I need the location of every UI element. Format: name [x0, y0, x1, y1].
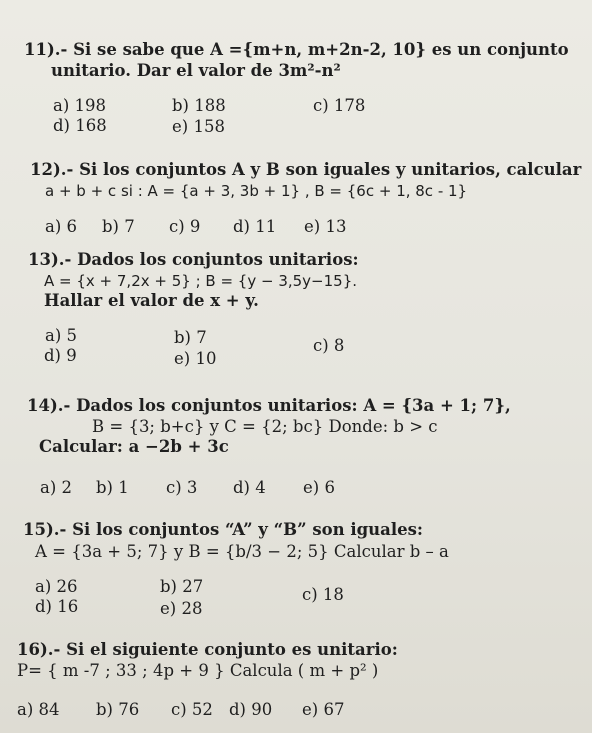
option-c: c) 3	[166, 478, 198, 497]
problem-11-statement: 11).- Si se sabe que A ={m+n, m+2n-2, 10} es un conjunto	[24, 40, 569, 59]
option-b: b) 7	[174, 328, 207, 347]
option-e: e) 10	[174, 349, 217, 368]
problem-12-formula: a + b + c si : A = {a + 3, 3b + 1} , B = {6c + 1, 8c - 1}	[45, 182, 468, 200]
option-a: a) 6	[45, 217, 78, 236]
option-d: d) 16	[35, 597, 79, 616]
option-c: c) 8	[313, 336, 345, 355]
option-a: a) 84	[17, 700, 60, 719]
option-a: a) 26	[35, 577, 78, 596]
option-b: b) 7	[102, 217, 135, 236]
problem-14-formula: B = {3; b+c} y C = {2; bc} Donde: b > c	[92, 417, 438, 436]
option-d: d) 9	[44, 346, 77, 365]
option-e: e) 158	[172, 117, 225, 136]
problem-13-question: Hallar el valor de x + y.	[44, 291, 259, 310]
option-b: b) 27	[160, 577, 204, 596]
problem-14-statement: 14).- Dados los conjuntos unitarios: A = {3a + 1; 7},	[27, 396, 511, 415]
option-a: a) 2	[40, 478, 73, 497]
option-b: b) 188	[172, 96, 226, 115]
problem-16-statement: 16).- Si el siguiente conjunto es unitario:	[17, 640, 398, 659]
option-d: d) 90	[229, 700, 273, 719]
option-c: c) 52	[171, 700, 213, 719]
problem-12-statement: 12).- Si los conjuntos A y B son iguales y unitarios, calcular	[30, 160, 582, 179]
option-e: e) 6	[303, 478, 335, 497]
option-e: e) 13	[304, 217, 347, 236]
option-b: b) 1	[96, 478, 129, 497]
option-b: b) 76	[96, 700, 140, 719]
problem-14-question: Calcular: a −2b + 3c	[39, 437, 229, 456]
problem-16-formula: P= { m -7 ; 33 ; 4p + 9 } Calcula ( m + p² )	[17, 661, 379, 680]
option-e: e) 28	[160, 599, 203, 618]
problem-13-formula: A = {x + 7,2x + 5} ; B = {y − 3,5y−15}.	[44, 272, 358, 290]
option-d: d) 4	[233, 478, 266, 497]
option-c: c) 9	[169, 217, 201, 236]
option-a: a) 198	[53, 96, 107, 115]
option-e: e) 67	[302, 700, 345, 719]
option-d: d) 11	[233, 217, 277, 236]
problem-13-statement: 13).- Dados los conjuntos unitarios:	[28, 250, 359, 269]
option-c: c) 178	[313, 96, 366, 115]
option-c: c) 18	[302, 585, 344, 604]
option-a: a) 5	[45, 326, 78, 345]
problem-11-statement-line2: unitario. Dar el valor de 3m²-n²	[51, 61, 341, 80]
option-d: d) 168	[53, 116, 107, 135]
problem-15-statement: 15).- Si los conjuntos “A” y “B” son iguales:	[23, 520, 423, 539]
problem-15-formula: A = {3a + 5; 7} y B = {b/3 − 2; 5} Calcular b – a	[35, 542, 449, 561]
